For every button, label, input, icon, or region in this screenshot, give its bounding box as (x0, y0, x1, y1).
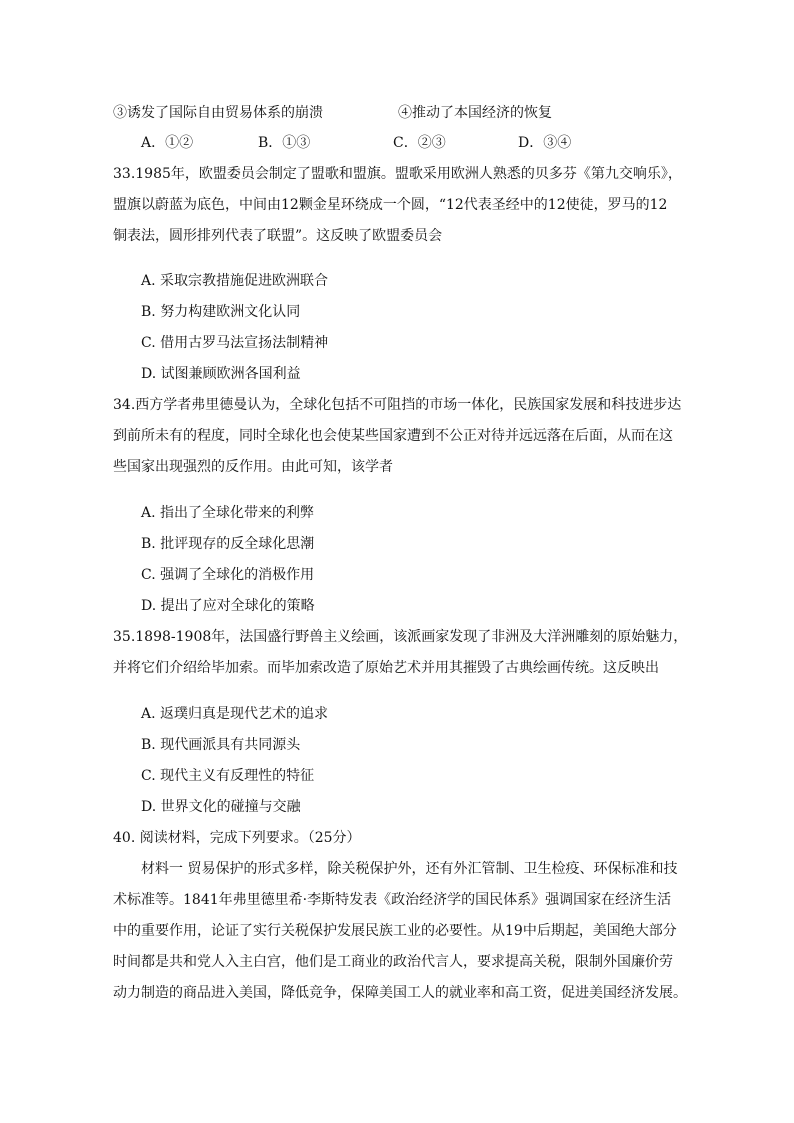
q34-line-3: 些国家出现强烈的反作用。由此可知，该学者 (113, 459, 393, 475)
q32-item-4: ④推动了本国经济的恢复 (398, 105, 552, 121)
q33-line-1: 33.1985年，欧盟委员会制定了盟歌和盟旗。盟歌采用欧洲人熟悉的贝多芬《第九交响乐》， (113, 166, 682, 182)
q33-choice-c: C. 借用古罗马法宣扬法制精神 (141, 335, 329, 351)
q35-line-2: 并将它们介绍给毕加索。而毕加索改造了原始艺术并用其摧毁了古典绘画传统。这反映出 (113, 660, 659, 676)
q40-material-line-4: 时间都是共和党人入主白宫，他们是工商业的政治代言人，要求提高关税，限制外国廉价劳 (113, 954, 673, 970)
q33-choice-d: D. 试图兼顾欧洲各国利益 (141, 366, 301, 382)
q40-material-line-3: 中的重要作用，论证了实行关税保护发展民族工业的必要性。从19中后期起，美国绝大部分 (113, 923, 677, 939)
q33-choice-b: B. 努力构建欧洲文化认同 (141, 304, 301, 320)
q35-choice-c: C. 现代主义有反理性的特征 (141, 768, 315, 784)
q35-choice-a: A. 返璞归真是现代艺术的追求 (141, 706, 329, 722)
q32-option-d: D．③④ (518, 135, 572, 151)
q35-choice-d: D. 世界文化的碰撞与交融 (141, 799, 301, 815)
q34-choice-c: C. 强调了全球化的消极作用 (141, 567, 315, 583)
q34-line-2: 到前所未有的程度，同时全球化也会使某些国家遭到不公正对待并远远落在后面，从而在这 (113, 428, 673, 444)
q40-material-line-1: 材料一 贸易保护的形式多样，除关税保护外，还有外汇管制、卫生检疫、环保标准和技 (141, 861, 678, 877)
q33-choice-a: A. 采取宗教措施促进欧洲联合 (141, 273, 329, 289)
q34-line-1: 34.西方学者弗里德曼认为，全球化包括不可阻挡的市场一体化，民族国家发展和科技进步达 (113, 397, 682, 413)
q33-line-3: 铜表法，圆形排列代表了联盟”。这反映了欧盟委员会 (113, 228, 443, 244)
q40-heading: 40. 阅读材料，完成下列要求。（25分） (113, 830, 361, 846)
q32-item-3: ③诱发了国际自由贸易体系的崩溃 (113, 105, 323, 121)
q35-choice-b: B. 现代画派具有共同源头 (141, 737, 301, 753)
q40-material-line-2: 术标准等。1841年弗里德里希·李斯特发表《政治经济学的国民体系》强调国家在经济生活 (113, 892, 672, 908)
q33-line-2: 盟旗以蔚蓝为底色，中间由12颗金星环绕成一个圆，“12代表圣经中的12使徒，罗马的12 (113, 197, 668, 213)
q40-material-line-5: 动力制造的商品进入美国，降低竞争，保障美国工人的就业率和高工资，促进美国经济发展。 (113, 985, 687, 1001)
q32-option-a: A．①② (141, 135, 194, 151)
q32-option-c: C．②③ (393, 135, 446, 151)
q32-option-b: B．①③ (258, 135, 311, 151)
q34-choice-b: B. 批评现存的反全球化思潮 (141, 536, 315, 552)
q35-line-1: 35.1898-1908年，法国盛行野兽主义绘画，该派画家发现了非洲及大洋洲雕刻的原始魅力， (113, 629, 688, 645)
q34-choice-a: A. 指出了全球化带来的利弊 (141, 505, 315, 521)
q34-choice-d: D. 提出了应对全球化的策略 (141, 598, 315, 614)
